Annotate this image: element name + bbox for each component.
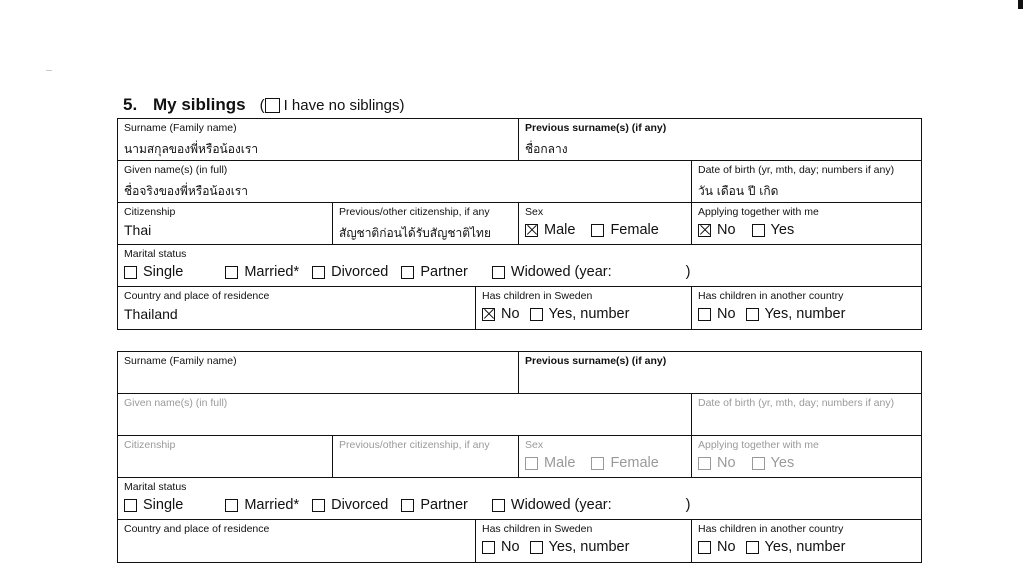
sibling-1-sex-female-checkbox[interactable] — [591, 224, 604, 237]
divorced-checkbox[interactable] — [312, 499, 325, 512]
sibling-1-given-names-cell[interactable] — [118, 161, 691, 202]
sibling-1-children-sweden-yes[interactable] — [530, 306, 630, 322]
partner-checkbox[interactable] — [401, 499, 414, 512]
single-checkbox[interactable] — [124, 266, 137, 279]
widowed-checkbox[interactable] — [492, 499, 505, 512]
yes-number-label: Yes, number — [548, 539, 630, 555]
sibling-2-sex-male[interactable] — [525, 455, 575, 471]
sibling-2-row-marital — [118, 478, 921, 520]
sex-label: Sex — [525, 206, 544, 218]
sibling-2-table — [117, 351, 922, 563]
citizenship-label: Citizenship — [124, 439, 176, 451]
sibling-1-marital-partner[interactable] — [401, 264, 468, 280]
sibling-1-dob-cell[interactable] — [691, 161, 921, 202]
sibling-2-applying-yes-checkbox[interactable] — [752, 457, 765, 470]
widowed-close-paren: ) — [685, 264, 691, 280]
no-label: No — [501, 539, 520, 555]
married-label: Married* — [244, 264, 300, 280]
widowed-label: Widowed (year: — [510, 497, 612, 513]
sibling-2-row-citizenship — [118, 436, 921, 478]
sibling-2-children-other-yes[interactable] — [746, 539, 846, 555]
sibling-2-row-residence — [118, 520, 921, 562]
sibling-2-children-other-cell — [691, 520, 921, 562]
sibling-2-sex-male-checkbox[interactable] — [525, 457, 538, 470]
divorced-checkbox[interactable] — [312, 266, 325, 279]
sibling-1-row-given — [118, 161, 921, 203]
no-label: No — [717, 455, 736, 471]
sibling-2-sex-female-checkbox[interactable] — [591, 457, 604, 470]
children-sweden-yes-checkbox[interactable] — [530, 308, 543, 321]
sibling-2-given-names-cell[interactable] — [118, 394, 691, 435]
sibling-1-marital-single[interactable] — [124, 264, 183, 280]
divorced-label: Divorced — [331, 497, 389, 513]
section-heading — [123, 95, 404, 119]
sibling-2-sex-female[interactable] — [591, 455, 658, 471]
country-residence-label: Country and place of residence — [124, 523, 270, 535]
sibling-1-surname-value: นามสกุลของพี่หรือน้องเรา — [124, 142, 259, 156]
country-residence-label: Country and place of residence — [124, 290, 270, 302]
applying-together-label: Applying together with me — [698, 206, 819, 218]
sibling-1-surname-cell[interactable] — [118, 119, 518, 160]
sibling-1-table — [117, 118, 922, 330]
children-other-yes-checkbox[interactable] — [746, 308, 759, 321]
sibling-1-given-names-value: ชื่อจริงของพี่หรือน้องเรา — [124, 184, 248, 198]
previous-citizenship-label: Previous/other citizenship, if any — [339, 206, 490, 218]
sibling-1-residence-value: Thailand — [124, 306, 178, 322]
no-siblings-option — [260, 97, 405, 114]
children-sweden-yes-checkbox[interactable] — [530, 541, 543, 554]
no-label: No — [717, 222, 736, 238]
sibling-2-marital-divorced[interactable] — [312, 497, 388, 513]
sibling-1-children-sweden-no[interactable] — [482, 306, 520, 322]
sibling-1-marital-cell — [118, 245, 921, 286]
single-checkbox[interactable] — [124, 499, 137, 512]
children-other-label: Has children in another country — [698, 523, 844, 535]
children-sweden-no-checkbox[interactable] — [482, 541, 495, 554]
children-other-label: Has children in another country — [698, 290, 844, 302]
married-label: Married* — [244, 497, 300, 513]
widowed-checkbox[interactable] — [492, 266, 505, 279]
sibling-2-children-sweden-no[interactable] — [482, 539, 520, 555]
sibling-2-marital-cell — [118, 478, 921, 519]
sibling-1-previous-citizenship-value: สัญชาติก่อนได้รับสัญชาติไทย — [339, 226, 491, 240]
sex-label: Sex — [525, 439, 544, 451]
yes-label: Yes — [770, 222, 795, 238]
sibling-2-marital-married[interactable] — [225, 497, 299, 513]
sibling-1-marital-married[interactable] — [225, 264, 299, 280]
sibling-1-applying-cell — [691, 203, 921, 244]
sibling-2-row-names — [118, 352, 921, 394]
sibling-1-previous-surname-cell[interactable] — [518, 119, 921, 160]
sibling-2-applying-cell — [691, 436, 921, 477]
children-sweden-label: Has children in Sweden — [482, 523, 593, 535]
scan-speck — [46, 70, 52, 71]
sibling-2-children-sweden-cell — [475, 520, 691, 562]
marital-status-label: Marital status — [124, 481, 187, 493]
sibling-1-row-residence — [118, 287, 921, 329]
sibling-2-children-other-no[interactable] — [698, 539, 736, 555]
marital-status-label: Marital status — [124, 248, 187, 260]
applying-together-label: Applying together with me — [698, 439, 819, 451]
sibling-1-row-marital — [118, 245, 921, 287]
surname-label: Surname (Family name) — [124, 122, 237, 134]
sibling-1-applying-no[interactable] — [698, 222, 736, 238]
previous-citizenship-label: Previous/other citizenship, if any — [339, 439, 490, 451]
sibling-2-children-sweden-yes[interactable] — [530, 539, 630, 555]
sibling-1-children-other-cell — [691, 287, 921, 329]
sibling-1-residence-cell[interactable] — [118, 287, 475, 329]
sibling-2-applying-no-checkbox[interactable] — [698, 457, 711, 470]
widowed-label: Widowed (year: — [510, 264, 612, 280]
sibling-2-marital-partner[interactable] — [401, 497, 468, 513]
sibling-2-surname-cell[interactable] — [118, 352, 518, 393]
sibling-1-sex-female[interactable] — [591, 222, 658, 238]
dob-label: Date of birth (yr, mth, day; numbers if any) — [698, 397, 895, 409]
no-label: No — [717, 539, 736, 555]
sibling-1-children-other-no[interactable] — [698, 306, 736, 322]
sibling-1-children-other-yes[interactable] — [746, 306, 846, 322]
no-siblings-checkbox[interactable] — [265, 98, 280, 113]
sibling-1-children-sweden-cell — [475, 287, 691, 329]
yes-number-label: Yes, number — [764, 306, 846, 322]
no-siblings-label: I have no siblings) — [283, 97, 405, 114]
dob-label: Date of birth (yr, mth, day; numbers if any) — [698, 164, 895, 176]
single-label: Single — [143, 264, 184, 280]
sibling-1-row-citizenship — [118, 203, 921, 245]
single-label: Single — [143, 497, 184, 513]
children-sweden-no-checkbox[interactable] — [482, 308, 495, 321]
scan-corner-mark — [1018, 0, 1023, 9]
sibling-1-dob-value: วัน เดือน ปี เกิด — [698, 184, 779, 198]
children-other-yes-checkbox[interactable] — [746, 541, 759, 554]
surname-label: Surname (Family name) — [124, 355, 237, 367]
sibling-1-previous-citizenship-cell[interactable] — [332, 203, 518, 244]
children-other-no-checkbox[interactable] — [698, 308, 711, 321]
given-names-label: Given name(s) (in full) — [124, 164, 228, 176]
sibling-2-row-given — [118, 394, 921, 436]
married-checkbox[interactable] — [225, 499, 238, 512]
sibling-1-applying-yes-checkbox[interactable] — [752, 224, 765, 237]
no-label: No — [717, 306, 736, 322]
sibling-2-marital-widowed[interactable] — [492, 497, 691, 513]
female-label: Female — [610, 222, 659, 238]
sibling-1-sex-male[interactable] — [525, 222, 575, 238]
previous-surname-label: Previous surname(s) (if any) — [525, 122, 667, 134]
previous-surname-label: Previous surname(s) (if any) — [525, 355, 667, 367]
widowed-close-paren: ) — [685, 497, 691, 513]
sibling-1-marital-divorced[interactable] — [312, 264, 388, 280]
yes-label: Yes — [770, 455, 795, 471]
sibling-1-sex-male-checkbox[interactable] — [525, 224, 538, 237]
partner-checkbox[interactable] — [401, 266, 414, 279]
sibling-2-marital-single[interactable] — [124, 497, 183, 513]
sibling-1-citizenship-value: Thai — [124, 222, 152, 238]
sibling-2-applying-no[interactable] — [698, 455, 736, 471]
sibling-2-citizenship-cell[interactable] — [118, 436, 332, 477]
sibling-2-residence-cell[interactable] — [118, 520, 475, 562]
children-other-no-checkbox[interactable] — [698, 541, 711, 554]
section-title: My siblings — [153, 95, 246, 114]
sibling-1-previous-surname-value: ชื่อกลาง — [525, 142, 568, 156]
sibling-2-previous-citizenship-cell[interactable] — [332, 436, 518, 477]
male-label: Male — [544, 222, 576, 238]
male-label: Male — [544, 455, 576, 471]
female-label: Female — [610, 455, 659, 471]
no-label: No — [501, 306, 520, 322]
sibling-1-applying-no-checkbox[interactable] — [698, 224, 711, 237]
children-sweden-label: Has children in Sweden — [482, 290, 593, 302]
partner-label: Partner — [420, 264, 468, 280]
sibling-1-sex-cell — [518, 203, 691, 244]
section-number: 5. — [123, 95, 138, 114]
sibling-2-sex-cell — [518, 436, 691, 477]
given-names-label: Given name(s) (in full) — [124, 397, 228, 409]
partner-label: Partner — [420, 497, 468, 513]
yes-number-label: Yes, number — [548, 306, 630, 322]
open-paren: ( — [259, 97, 265, 114]
divorced-label: Divorced — [331, 264, 389, 280]
sibling-1-marital-widowed[interactable] — [492, 264, 691, 280]
sibling-1-citizenship-cell[interactable] — [118, 203, 332, 244]
sibling-2-applying-yes[interactable] — [752, 455, 795, 471]
sibling-1-applying-yes[interactable] — [752, 222, 795, 238]
sibling-2-previous-surname-cell[interactable] — [518, 352, 921, 393]
sibling-1-row-names — [118, 119, 921, 161]
sibling-2-dob-cell[interactable] — [691, 394, 921, 435]
citizenship-label: Citizenship — [124, 206, 176, 218]
yes-number-label: Yes, number — [764, 539, 846, 555]
married-checkbox[interactable] — [225, 266, 238, 279]
